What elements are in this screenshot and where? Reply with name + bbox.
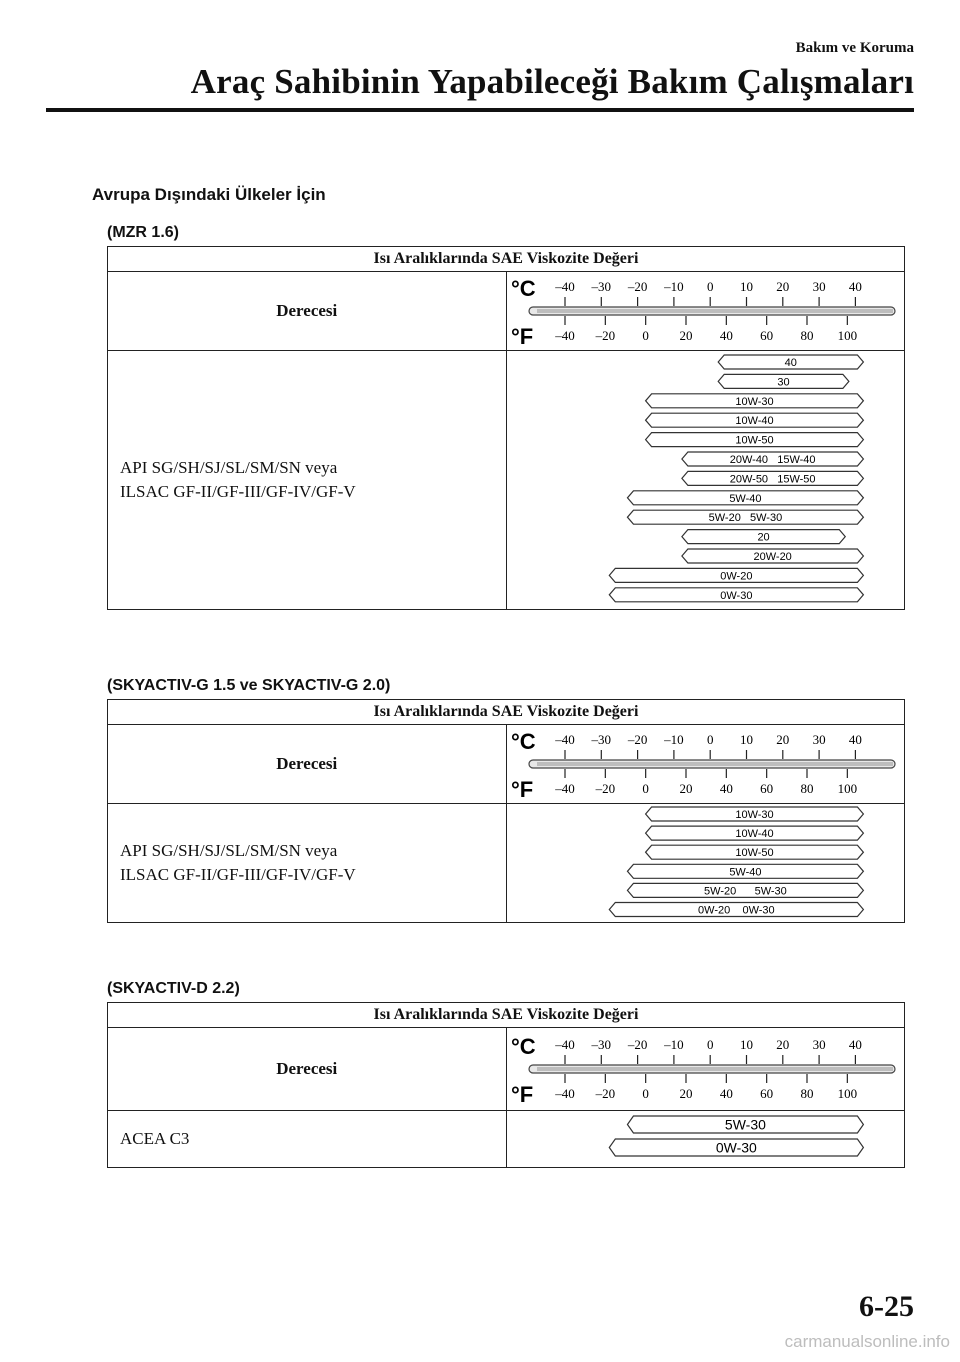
block-label-skyactiv-d: (SKYACTIV-D 2.2): [107, 980, 240, 997]
block-label-mzr: (MZR 1.6): [107, 224, 179, 241]
thermometer-fill: [537, 1067, 893, 1071]
temperature-scale-cell: [506, 1028, 905, 1111]
watermark: carmanualsonline.info: [784, 1332, 950, 1351]
celsius-tick-label: 10: [739, 279, 753, 294]
spec-line: ILSAC GF-II/GF-III/GF-IV/GF-V: [120, 482, 356, 501]
table-title: Isı Aralıklarında SAE Viskozite Değeri: [108, 1003, 905, 1028]
grade-label: 5W-20 5W-30: [708, 512, 782, 525]
spec-cell: [108, 1111, 507, 1168]
celsius-tick-label: –30: [591, 1037, 611, 1052]
celsius-tick-label: –20: [627, 732, 647, 747]
celsius-tick-label: 0: [706, 1037, 713, 1052]
page-title: Araç Sahibinin Yapabileceği Bakım Çalışmaları: [190, 62, 914, 101]
fahrenheit-tick-label: 80: [800, 1086, 813, 1101]
fahrenheit-tick-label: –20: [595, 1086, 615, 1101]
grade-label: 5W-30: [724, 1116, 766, 1133]
temperature-scale-cell: [506, 725, 905, 804]
table-title: Isı Aralıklarında SAE Viskozite Değeri: [108, 700, 905, 725]
grade-label: 0W-20: [719, 570, 752, 583]
celsius-tick-label: 20: [775, 279, 789, 294]
fahrenheit-tick-label: –40: [554, 1086, 575, 1101]
grade-bars-cell: [506, 1111, 905, 1168]
fahrenheit-tick-label: –40: [554, 328, 575, 343]
row-label-derecesi: Derecesi: [108, 1028, 507, 1111]
grade-label: 20: [756, 531, 770, 544]
celsius-tick-label: –10: [663, 1037, 684, 1052]
table-title: Isı Aralıklarında SAE Viskozite Değeri: [108, 247, 905, 272]
grade-label: 20W-50 15W-50: [729, 473, 816, 486]
celsius-tick-label: –10: [663, 732, 684, 747]
fahrenheit-symbol: °F: [510, 1082, 533, 1107]
grade-label: 30: [776, 376, 790, 389]
celsius-tick-label: 40: [848, 1037, 862, 1052]
celsius-symbol: °C: [510, 1034, 536, 1059]
celsius-tick-label: 40: [848, 279, 862, 294]
grade-bars: [507, 804, 903, 922]
temperature-scale-cell: [506, 272, 905, 351]
celsius-tick-label: –40: [554, 1037, 575, 1052]
celsius-tick-label: –40: [554, 732, 575, 747]
celsius-tick-label: 0: [706, 279, 713, 294]
celsius-symbol: °C: [510, 729, 536, 754]
spec-line: ACEA C3: [120, 1129, 190, 1148]
celsius-tick-label: –20: [627, 279, 647, 294]
fahrenheit-tick-label: 60: [759, 781, 773, 796]
fahrenheit-tick-label: 60: [759, 328, 773, 343]
grade-label: 0W-20 0W-30: [697, 904, 775, 917]
fahrenheit-tick-label: 60: [759, 1086, 773, 1101]
fahrenheit-tick-label: 40: [719, 781, 733, 796]
fahrenheit-tick-label: 100: [837, 1086, 857, 1101]
fahrenheit-symbol: °F: [510, 777, 533, 802]
celsius-tick-label: –30: [591, 732, 611, 747]
temperature-scale: [507, 1028, 903, 1110]
grade-label: 5W-40: [728, 492, 762, 505]
fahrenheit-tick-label: 40: [719, 328, 733, 343]
grade-label: 20W-20: [752, 551, 792, 563]
celsius-tick-label: 10: [739, 1037, 753, 1052]
celsius-tick-label: –20: [627, 1037, 647, 1052]
celsius-tick-label: –40: [554, 279, 575, 294]
celsius-tick-label: 40: [848, 732, 862, 747]
section-heading: Avrupa Dışındaki Ülkeler İçin: [92, 185, 326, 204]
celsius-tick-label: 30: [812, 732, 826, 747]
grade-bars-cell: [506, 804, 905, 923]
fahrenheit-tick-label: –40: [554, 781, 575, 796]
viscosity-table-mzr: [107, 246, 905, 610]
row-label-derecesi: Derecesi: [108, 272, 507, 351]
thermometer-fill: [537, 762, 893, 766]
grade-label: 40: [784, 357, 797, 369]
block-label-skyactiv-g: (SKYACTIV-G 1.5 ve SKYACTIV-G 2.0): [107, 677, 391, 694]
celsius-tick-label: –30: [591, 279, 611, 294]
celsius-tick-label: 30: [812, 1037, 826, 1052]
thermometer-fill: [537, 309, 893, 313]
viscosity-table-skyactiv-d: [107, 1002, 905, 1168]
grade-label: 0W-30: [719, 589, 752, 602]
spec-line: API SG/SH/SJ/SL/SM/SN veya: [120, 841, 338, 860]
fahrenheit-tick-label: 20: [679, 328, 692, 343]
grade-label: 10W-50: [734, 847, 774, 860]
grade-bars-cell: [506, 351, 905, 610]
grade-label: 20W-40 15W-40: [729, 454, 816, 466]
celsius-tick-label: 10: [739, 732, 753, 747]
celsius-tick-label: 20: [775, 1037, 789, 1052]
celsius-tick-label: 30: [812, 279, 826, 294]
fahrenheit-tick-label: 100: [837, 328, 857, 343]
fahrenheit-tick-label: –20: [595, 328, 615, 343]
fahrenheit-tick-label: 20: [679, 781, 692, 796]
grade-label: 5W-20 5W-30: [703, 885, 787, 898]
fahrenheit-tick-label: 100: [837, 781, 857, 796]
grade-label: 10W-40: [734, 828, 774, 841]
grade-label: 0W-30: [715, 1139, 757, 1156]
fahrenheit-tick-label: –20: [595, 781, 615, 796]
fahrenheit-tick-label: 40: [719, 1086, 733, 1101]
grade-label: 10W-30: [734, 809, 774, 821]
spec-line: ILSAC GF-II/GF-III/GF-IV/GF-V: [120, 865, 356, 884]
grade-label: 10W-40: [734, 415, 774, 428]
temperature-scale: [507, 725, 903, 803]
fahrenheit-tick-label: 0: [641, 781, 649, 796]
header-section: Bakım ve Koruma: [795, 40, 914, 56]
grade-bars: [507, 1111, 903, 1167]
fahrenheit-tick-label: 80: [800, 328, 813, 343]
grade-bars: [507, 351, 903, 609]
celsius-tick-label: 0: [706, 732, 713, 747]
spec-cell: [108, 351, 507, 610]
grade-label: 10W-50: [734, 434, 774, 447]
fahrenheit-tick-label: 0: [641, 1086, 649, 1101]
header-divider: [46, 108, 914, 112]
fahrenheit-tick-label: 20: [679, 1086, 692, 1101]
fahrenheit-symbol: °F: [510, 324, 533, 349]
celsius-tick-label: 20: [775, 732, 789, 747]
celsius-symbol: °C: [510, 276, 536, 301]
celsius-tick-label: –10: [663, 279, 684, 294]
row-label-derecesi: Derecesi: [108, 725, 507, 804]
spec-line: API SG/SH/SJ/SL/SM/SN veya: [120, 458, 338, 477]
fahrenheit-tick-label: 80: [800, 781, 813, 796]
spec-cell: [108, 804, 507, 923]
viscosity-table-skyactiv-g: [107, 699, 905, 923]
grade-label: 5W-40: [728, 866, 762, 879]
grade-label: 10W-30: [734, 395, 774, 408]
fahrenheit-tick-label: 0: [641, 328, 649, 343]
page-number: 6-25: [859, 1290, 914, 1323]
temperature-scale: [507, 272, 903, 350]
